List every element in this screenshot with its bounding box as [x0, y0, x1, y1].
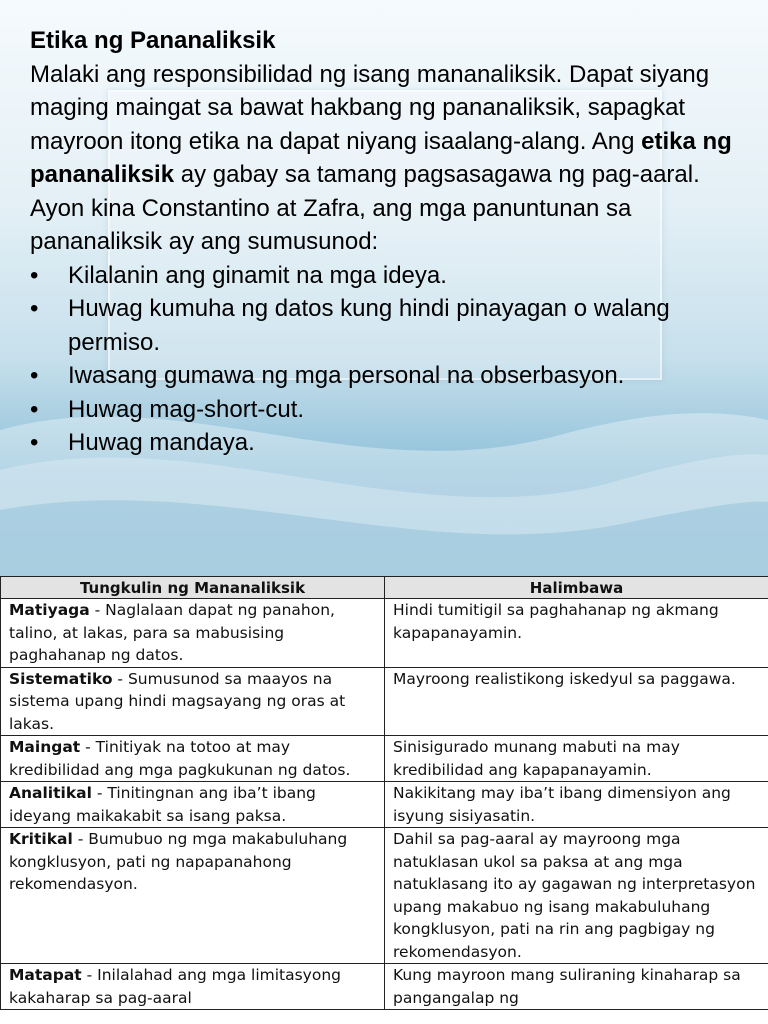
- slide-title: Etika ng Pananaliksik: [30, 27, 276, 54]
- duty-definition: - Tinitiyak na totoo at may kredibilidad ang mga pagkukunan ng datos.: [9, 738, 351, 779]
- list-item: [30, 359, 742, 393]
- bullet-icon: •: [30, 362, 39, 389]
- bullet-icon: •: [30, 295, 39, 322]
- duties-table: [0, 576, 768, 1010]
- duty-definition: - Inilalahad ang mga limitasyong kakaharap sa pag-aaral: [9, 966, 342, 1007]
- duty-definition: - Bumubuo ng mga makabuluhang kongklusyon, pati ng napapanahong rekomendasyon.: [9, 830, 348, 893]
- list-item: [30, 292, 742, 359]
- example-cell: Kung mayroon mang suliraning kinaharap sa pangangalap ng: [385, 964, 768, 1010]
- list-item: [30, 426, 742, 460]
- list-item-text: Huwag mandaya.: [68, 429, 255, 456]
- bullet-icon: •: [30, 395, 39, 423]
- rules-list: [30, 259, 742, 460]
- table-row: [1, 667, 768, 736]
- table-row: [1, 828, 768, 964]
- duty-definition: - Tinitingnan ang iba’t ibang ideyang maikakabit sa isang paksa.: [9, 784, 316, 825]
- header-example: Halimbawa: [385, 577, 768, 599]
- duty-term: Sistematiko: [9, 669, 113, 688]
- example-cell: Mayroong realistikong iskedyul sa paggawa.: [385, 667, 768, 736]
- duty-term: Kritikal: [9, 830, 73, 848]
- duty-term: Analitikal: [9, 784, 92, 802]
- example-cell: Hindi tumitigil sa paghahanap ng akmang kapapanayamin.: [385, 599, 768, 668]
- intro-text-end: ay gabay sa tamang pagsasagawa ng pag-aaral. Ayon kina Constantino at Zafra, ang mga panuntunan sa pananaliksik ay ang sumusunod:: [30, 161, 700, 255]
- table-row: [1, 736, 768, 782]
- duty-term: Matapat: [9, 966, 82, 984]
- duty-cell: [1, 667, 385, 736]
- duty-definition: - Naglalaan dapat ng panahon, talino, at lakas, para sa mabusising paghahanap ng datos.: [9, 601, 335, 664]
- example-cell: Nakikitang may iba’t ibang dimensiyon ang isyung sisiyasatin.: [385, 782, 768, 828]
- intro-bold-term: etika ng pananaliksik: [30, 127, 732, 188]
- table-header-row: [1, 577, 768, 599]
- duty-cell: [1, 828, 385, 964]
- list-item-text: Huwag kumuha ng datos kung hindi pinayagan o walang permiso.: [68, 295, 670, 356]
- duties-table-container: [0, 576, 768, 1024]
- list-item: [30, 259, 742, 293]
- duty-term: Maingat: [9, 738, 81, 756]
- table-row: [1, 782, 768, 828]
- slide-text: [30, 24, 742, 460]
- bullet-icon: •: [30, 429, 39, 456]
- table-row: [1, 964, 768, 1010]
- duty-definition: - Sumusunod sa maayos na sistema upang hindi magsayang ng oras at lakas.: [9, 669, 346, 733]
- duty-cell: [1, 736, 385, 782]
- list-item-text: Huwag mag-short-cut.: [68, 395, 305, 423]
- header-duty: Tungkulin ng Mananaliksik: [1, 577, 385, 599]
- list-item: [30, 393, 742, 427]
- bullet-icon: •: [30, 261, 39, 289]
- duty-cell: [1, 599, 385, 668]
- example-cell: Sinisigurado munang mabuti na may kredibilidad ang kapapanayamin.: [385, 736, 768, 782]
- list-item-text: Kilalanin ang ginamit na mga ideya.: [68, 261, 447, 289]
- duty-cell: [1, 964, 385, 1010]
- intro-paragraph: [30, 58, 742, 259]
- intro-text: Malaki ang responsibilidad ng isang mananaliksik. Dapat siyang maging maingat sa bawat hakbang ng pananaliksik, sapagkat mayroon itong etika na dapat niyang isaalang-alang. Ang: [30, 60, 710, 155]
- table-row: [1, 599, 768, 668]
- example-cell: Dahil sa pag-aaral ay mayroong mga natuklasan ukol sa paksa at ang mga natuklasang ito ay gagawan ng interpretasyon upang makabuo ng isang makabuluhang kongklusyon, pati na rin ang pagbigay ng rekomendasyon.: [385, 828, 768, 964]
- list-item-text: Iwasang gumawa ng mga personal na obserbasyon.: [68, 362, 625, 389]
- duty-term: Matiyaga: [9, 601, 90, 619]
- duty-cell: [1, 782, 385, 828]
